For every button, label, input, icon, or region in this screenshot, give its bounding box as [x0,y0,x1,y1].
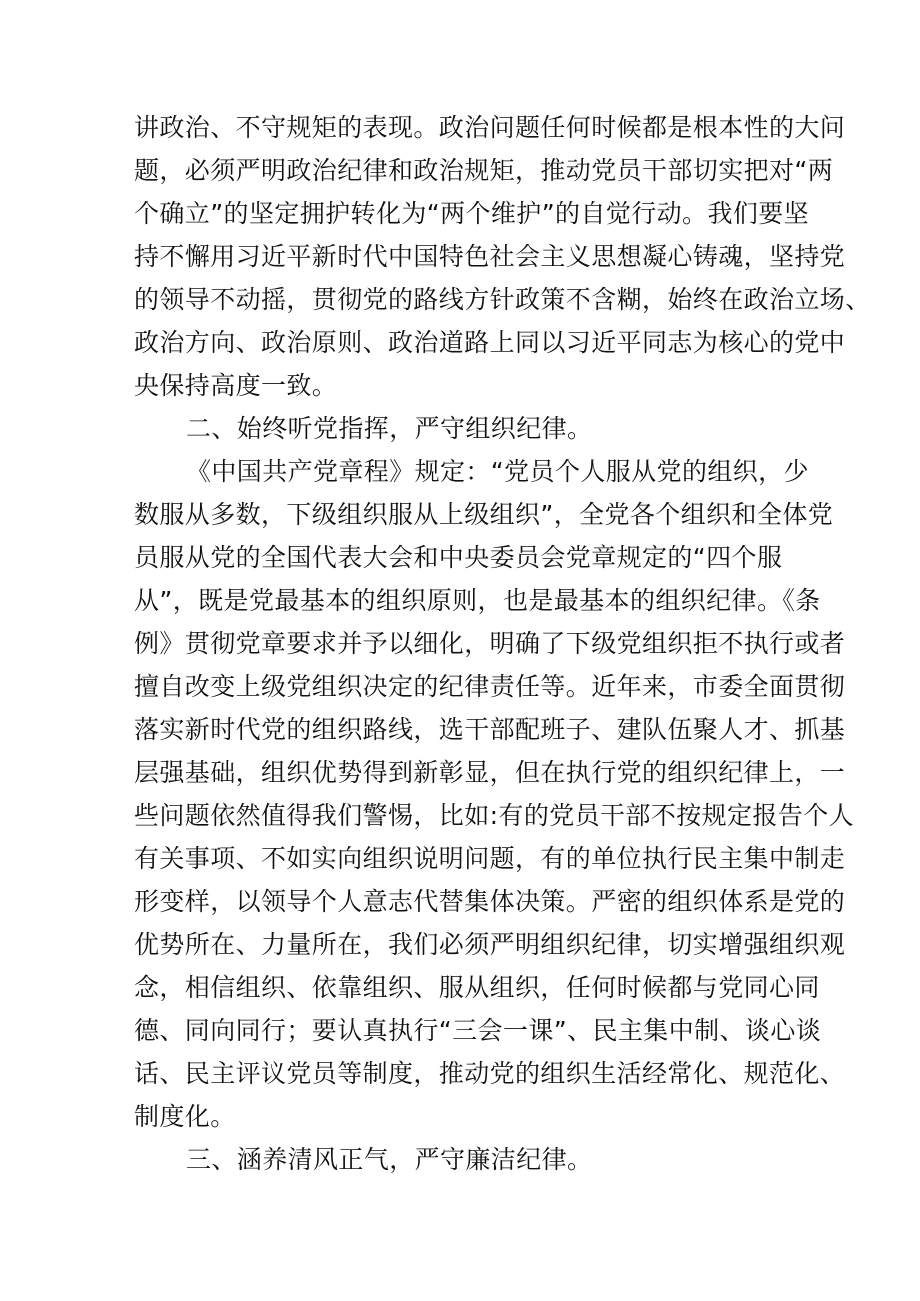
section-heading: 二、始终听党指挥，严守组织纪律。 [186,414,593,443]
text-line: 的领导不动摇，贯彻党的路线方针政策不含糊，始终在政治立场、 [134,285,871,314]
text-line: 从”，既是党最基本的组织原则，也是最基本的组织纪律。《条 [134,586,821,615]
text-line: 题，必须严明政治纪律和政治规矩，推动党员干部切实把对“两 [134,156,834,185]
text-line: 例》贯彻党章要求并予以细化，明确了下级党组织拒不执行或者 [134,629,846,658]
text-line: 有关事项、不如实向组织说明问题，有的单位执行民主集中制走 [134,844,846,873]
text-line: 政治方向、政治原则、政治道路上同以习近平同志为核心的党中 [134,328,846,357]
text-line: 层强基础，组织优势得到新彰显，但在执行党的组织纪律上，一 [134,758,846,787]
text-line: 数服从多数，下级组织服从上级组织”，全党各个组织和全体党 [134,500,834,529]
text-line: 员服从党的全国代表大会和中央委员会党章规定的“四个服 [134,543,783,572]
section-heading: 三、涵养清风正气，严守廉洁纪律。 [186,1145,593,1174]
text-line: 讲政治、不守规矩的表现。政治问题任何时候都是根本性的大问 [134,113,846,142]
text-line: 落实新时代党的组织路线，选干部配班子、建队伍聚人才、抓基 [134,715,846,744]
text-line: 优势所在、力量所在，我们必须严明组织纪律，切实增强组织观 [134,930,846,959]
text-line: 些问题依然值得我们警惕，比如:有的党员干部不按规定报告个人 [134,801,855,830]
text-line: 持不懈用习近平新时代中国特色社会主义思想凝心铸魂，坚持党 [134,242,846,271]
text-line: 话、民主评议党员等制度，推动党的组织生活经常化、规范化、 [134,1059,846,1088]
text-line: 个确立”的坚定拥护转化为“两个维护”的自觉行动。我们要坚 [134,199,810,228]
text-line: 形变样，以领导个人意志代替集体决策。严密的组织体系是党的 [134,887,846,916]
text-line: 央保持高度一致。 [134,371,338,400]
text-line: 德、同向同行；要认真执行“三会一课”、民主集中制、谈心谈 [134,1016,822,1045]
text-line: 擅自改变上级党组织决定的纪律责任等。近年来，市委全面贯彻 [134,672,846,701]
paragraph-first-line: 《中国共产党章程》规定：“党员个人服从党的组织，少 [186,457,809,486]
text-line: 制度化。 [134,1102,236,1131]
text-line: 念，相信组织、依靠组织、服从组织，任何时候都与党同心同 [134,973,820,1002]
